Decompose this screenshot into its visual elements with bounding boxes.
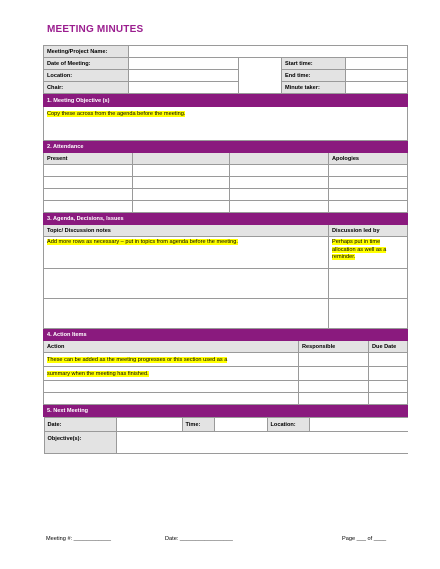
objective-field[interactable] [44,107,408,141]
section-heading-next-meeting: 5. Next Meeting [44,405,408,417]
attendance-cell[interactable] [133,189,230,201]
action-note-line2: summary when the meeting has finished. [47,370,149,377]
next-time-label: Time: [182,418,214,432]
apologies-header: Apologies [329,153,408,165]
attendance-cell[interactable] [44,177,133,189]
end-time-field[interactable] [346,70,408,82]
apologies-cell[interactable] [329,177,408,189]
section-heading-objective: 1. Meeting Objective (s) [44,95,408,107]
action-row [44,367,408,381]
action-row [44,353,408,367]
attendance-cell[interactable] [133,177,230,189]
topic-notes-header: Topic/ Discussion notes [44,225,329,237]
start-time-field[interactable] [346,58,408,70]
agenda-note: Add more rows as necessary – put in topics from agenda before the meeting. [47,239,238,245]
attendance-cell[interactable] [230,177,329,189]
meeting-info-table [43,45,408,94]
page-title: MEETING MINUTES [47,24,144,35]
agenda-topic-cell[interactable] [44,237,329,269]
next-location-field[interactable] [309,418,408,432]
agenda-led-cell[interactable] [329,269,408,299]
apologies-cell[interactable] [329,189,408,201]
action-cell[interactable] [44,367,299,381]
footer-date: Date: _________________ [165,536,233,542]
section-heading-actions: 4. Action Items [44,329,408,341]
attendance-cell[interactable] [133,165,230,177]
minutes-body-table [43,94,408,454]
due-date-cell[interactable] [369,381,408,393]
responsible-cell[interactable] [299,353,369,367]
chair-label: Chair: [44,82,129,94]
attendance-row [44,201,408,213]
action-header: Action [44,341,299,353]
agenda-led-cell[interactable] [329,299,408,329]
responsible-cell[interactable] [299,393,369,405]
attendance-cell[interactable] [230,165,329,177]
attendance-cell[interactable] [44,189,133,201]
due-date-cell[interactable] [369,353,408,367]
footer-meeting-number: Meeting #: ____________ [46,536,112,542]
action-note-line1: These can be added as the meeting progresses or this section used as a [47,356,228,363]
due-date-cell[interactable] [369,367,408,381]
project-name-field[interactable] [129,46,408,58]
next-location-label: Location: [267,418,309,432]
present-header-cell [133,153,230,165]
objectives-field[interactable] [116,432,408,454]
action-cell[interactable] [44,381,299,393]
attendance-row [44,189,408,201]
objectives-label: Objective(s): [44,432,116,454]
next-date-field[interactable] [116,418,182,432]
attendance-cell[interactable] [44,165,133,177]
attendance-cell[interactable] [133,201,230,213]
location-label: Location: [44,70,129,82]
footer-page: Page ___ of ____ [342,536,387,542]
chair-field[interactable] [129,82,239,94]
date-of-meeting-label: Date of Meeting: [44,58,129,70]
agenda-topic-cell[interactable] [44,269,329,299]
project-name-label: Meeting/Project Name: [44,46,129,58]
header-spacer [239,58,282,70]
action-row [44,381,408,393]
action-cell[interactable] [44,393,299,405]
due-date-cell[interactable] [369,393,408,405]
next-meeting-table [44,417,408,454]
action-cell[interactable] [44,353,299,367]
section-heading-attendance: 2. Attendance [44,141,408,153]
apologies-cell[interactable] [329,165,408,177]
location-field[interactable] [129,70,239,82]
start-time-label: Start time: [282,58,346,70]
next-time-field[interactable] [214,418,267,432]
attendance-row [44,177,408,189]
action-row [44,393,408,405]
attendance-row [44,165,408,177]
date-of-meeting-field[interactable] [129,58,239,70]
apologies-cell[interactable] [329,201,408,213]
discussion-led-header: Discussion led by [329,225,408,237]
objective-note: Copy these across from the agenda before the meeting. [47,111,186,117]
attendance-cell[interactable] [44,201,133,213]
end-time-label: End time: [282,70,346,82]
next-date-label: Date: [44,418,116,432]
present-header: Present [44,153,133,165]
responsible-cell[interactable] [299,381,369,393]
agenda-led-cell[interactable] [329,237,408,269]
minute-taker-label: Minute taker: [282,82,346,94]
attendance-cell[interactable] [230,189,329,201]
header-spacer [239,70,282,82]
section-heading-agenda: 3. Agenda, Decisions, Issues [44,213,408,225]
due-date-header: Due Date [369,341,408,353]
agenda-led-note: Perhaps put in time allocation as well as a reminder. [332,239,387,260]
attendance-cell[interactable] [230,201,329,213]
header-spacer [239,82,282,94]
responsible-header: Responsible [299,341,369,353]
minute-taker-field[interactable] [346,82,408,94]
agenda-topic-cell[interactable] [44,299,329,329]
present-header-cell [230,153,329,165]
responsible-cell[interactable] [299,367,369,381]
